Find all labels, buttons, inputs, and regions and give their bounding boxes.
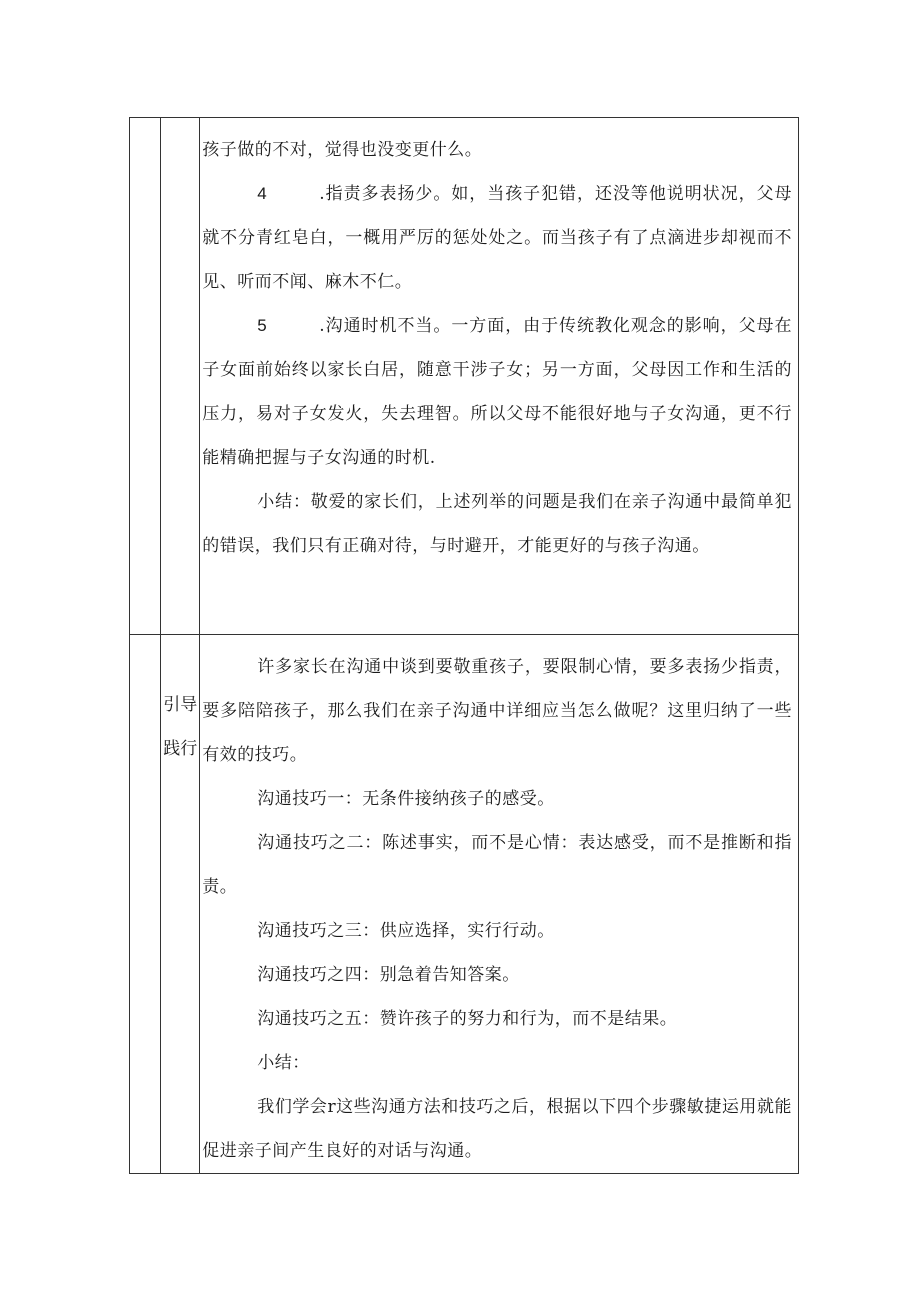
paragraph: 沟通技巧之五：赞许孩子的努力和行为，而不是结果。: [257, 1009, 678, 1029]
content-cell: [200, 635, 799, 1174]
paragraph: [202, 304, 792, 480]
section-label-line: 践行: [163, 739, 198, 759]
paragraph: 许多家长在沟通中谈到要敬重孩子，要限制心情，要多表扬少指责，要多陪陪孩子，那么我们在亲子沟通中详细应当怎么做呢？这里归纳了一些有效的技巧。: [202, 657, 792, 765]
table-row: [130, 118, 799, 635]
label-cell: [161, 635, 200, 1174]
label-cell: [161, 118, 200, 635]
paragraph-text: 小结：敬爱的家长们，上述列举的问题是我们在亲子沟通中最简单犯的错误，我们只有正确对待，与时避开，才能更好的与孩子沟通。: [202, 492, 792, 556]
content-table: [129, 117, 799, 1174]
paragraph: 小结：: [257, 1053, 310, 1073]
summary-paragraph: [202, 480, 792, 568]
paragraph: [202, 128, 792, 172]
paragraph-text: .指责多表扬少。如，当孩子犯错，还没等他说明状况，父母就不分青红皂白，一概用严厉的惩处处之。而当孩子有了点滴进步却视而不见、听而不闻、麻木不仁。: [202, 184, 792, 292]
paragraph: 沟通技巧之四：别急着告知答案。: [257, 965, 520, 985]
item-number: 4: [257, 184, 268, 203]
table-row: [130, 635, 799, 1174]
empty-cell: [130, 635, 161, 1174]
section-label-line: 引导: [163, 695, 198, 715]
content-text-block: [200, 635, 798, 1173]
paragraph: 我们学会r这些沟通方法和技巧之后，根据以下四个步骤敏捷运用就能促进亲子间产生良好的对话与沟通。: [202, 1097, 792, 1161]
paragraph-text: .沟通时机不当。一方面，由于传统教化观念的影响，父母在子女面前始终以家长白居，随意干涉子女；另一方面，父母因工作和生活的压力，易对子女发火，失去理智。所以父母不能很好地与子女沟通，更不行能精确把握与子女沟通的时机.: [202, 316, 792, 468]
item-number: 5: [257, 316, 268, 335]
content-cell: [200, 118, 799, 635]
paragraph: 沟通技巧一：无条件接纳孩子的感受。: [257, 789, 555, 809]
paragraph: 沟通技巧之三：供应选择，实行行动。: [257, 921, 555, 941]
paragraph: [202, 172, 792, 304]
empty-cell: [130, 118, 161, 635]
paragraph-text: 孩子做的不对，觉得也没变更什么。: [202, 140, 483, 160]
section-label: [161, 683, 199, 771]
content-text-block: [200, 118, 798, 568]
paragraph: 沟通技巧之二：陈述事实，而不是心情：表达感受，而不是推断和指责。: [202, 833, 792, 897]
